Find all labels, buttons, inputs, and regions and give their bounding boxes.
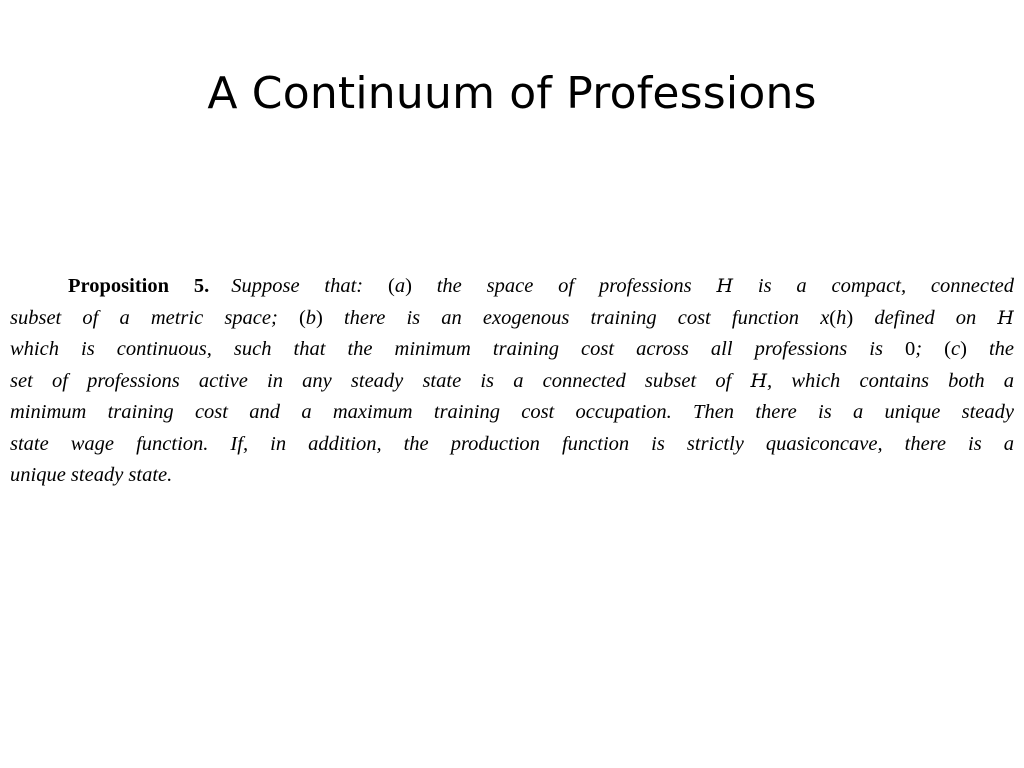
proposition-text-run: the <box>966 338 1014 360</box>
proposition-upright-run: ( <box>298 306 306 329</box>
script-h-symbol: H <box>716 275 734 297</box>
proposition-text-block <box>10 271 1014 492</box>
proposition-upright-run: ( <box>944 338 951 360</box>
proposition-text-run: x <box>820 306 830 329</box>
proposition-text-run: ; <box>915 338 945 360</box>
proposition-text-run: subset of a metric space; <box>10 306 299 329</box>
slide-title: A Continuum of Professions <box>207 68 817 119</box>
proposition-line <box>10 303 1014 335</box>
proposition-text-run: the space of professions <box>411 275 717 297</box>
script-h-symbol: H <box>750 369 768 392</box>
proposition-upright-run: ) <box>846 306 854 329</box>
proposition-text-run: Suppose that: <box>231 275 388 297</box>
proposition-text-run: there is an exogenous training cost function <box>322 306 821 329</box>
proposition-upright-run: ) <box>316 306 323 329</box>
proposition-text-run: set of professions active in any steady state is a connected subset of <box>10 369 751 392</box>
proposition-line <box>10 271 1014 303</box>
proposition-upright-run: 0 <box>905 338 916 360</box>
proposition-text-run: is a compact, connected <box>733 275 1014 297</box>
script-h-symbol: H <box>997 306 1014 329</box>
proposition-text-run: h <box>836 306 847 329</box>
proposition-text-run: unique steady state. <box>10 464 173 486</box>
proposition-line <box>10 334 1014 366</box>
proposition-text-run: , which contains both a <box>767 369 1014 392</box>
proposition-upright-run: ) <box>405 275 412 297</box>
proposition-text-run: c <box>950 338 961 360</box>
proposition-upright-run: ( <box>387 275 395 297</box>
proposition-text-run: minimum training cost and a maximum training cost occupation. Then there is a unique steady <box>10 401 1014 423</box>
proposition-text-run: defined on <box>853 306 998 329</box>
proposition-text-run: which is continuous, such that the minimum training cost across all professions is <box>10 338 905 360</box>
proposition-text-run: a <box>394 275 406 297</box>
proposition-upright-run: ( <box>829 306 837 329</box>
proposition-text-run: b <box>305 306 317 329</box>
proposition-label: Proposition 5. <box>68 275 210 297</box>
proposition-text-run: state wage function. If, in addition, the production function is strictly quasiconcave, there is a <box>10 432 1014 455</box>
proposition-line <box>10 460 1014 492</box>
proposition-line <box>10 366 1014 398</box>
proposition-line <box>10 397 1014 429</box>
proposition-line <box>10 429 1014 461</box>
proposition-upright-run: ) <box>960 338 967 360</box>
